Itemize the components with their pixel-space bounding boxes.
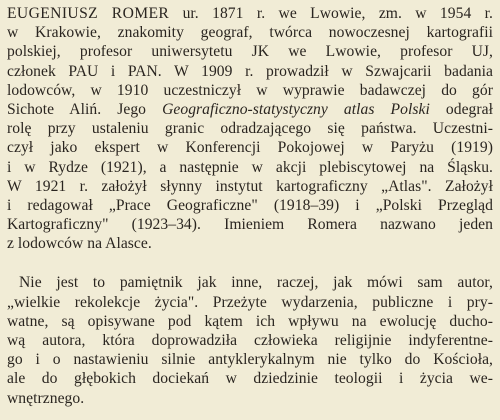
text-segment: wnętrznego. bbox=[7, 389, 85, 407]
text-segment: ale do głębokich dociekań w dziedzinie teologii i życia we- bbox=[7, 370, 493, 388]
bio-line bbox=[7, 100, 493, 119]
text-segment: Sichote Aliń. Jego bbox=[7, 100, 163, 118]
bio-line bbox=[7, 62, 493, 81]
bio-line bbox=[7, 158, 493, 177]
intro-line bbox=[7, 312, 493, 331]
intro-line bbox=[7, 350, 493, 369]
text-segment: lodowców, w 1910 uczestniczył w wyprawie badawczej do gór bbox=[7, 81, 493, 99]
intro-line bbox=[7, 389, 493, 408]
book-description bbox=[7, 273, 493, 407]
text-segment: rolę przy ustaleniu granic odradzającego się państwa. Uczestni- bbox=[7, 120, 493, 138]
bio-line bbox=[7, 81, 493, 100]
text-segment: Nie jest to pamiętnik jak inne, raczej, jak mówi sam autor, bbox=[19, 274, 493, 292]
intro-line bbox=[7, 331, 493, 350]
text-segment: w Krakowie, znakomity geograf, twórca nowoczesnej kartografii bbox=[7, 24, 493, 42]
bio-line bbox=[7, 4, 493, 23]
bio-line bbox=[7, 138, 493, 157]
text-segment: wą autora, która doprowadziła człowieka religijnie indyferentne- bbox=[7, 332, 493, 349]
book-jacket-text bbox=[7, 4, 493, 408]
text-segment: ur. 1871 r. we Lwowie, zm. w 1954 r. bbox=[169, 5, 493, 22]
atlas-title: Geograficzno-statystyczny atlas Polski bbox=[162, 100, 430, 118]
text-segment: z lodowców na Alasce. bbox=[7, 235, 152, 253]
bio-line bbox=[7, 42, 493, 61]
text-segment: W 1921 r. założył słynny instytut kartograficzny „Atlas". Założył bbox=[7, 177, 493, 195]
author-biography bbox=[7, 4, 493, 253]
intro-line bbox=[7, 293, 493, 312]
text-segment: członek PAU i PAN. W 1909 r. prowadził w Szwajcarii badania bbox=[7, 62, 493, 80]
text-segment: odegrał bbox=[429, 100, 493, 118]
text-segment: polskiej, profesor uniwersytetu JK we Lwowie, profesor UJ, bbox=[7, 43, 493, 61]
bio-line bbox=[7, 196, 493, 215]
text-segment: „wielkie rekolekcje życia". Przeżyte wydarzenia, publiczne i pry- bbox=[7, 293, 493, 311]
text-segment: watne, są opisywane pod kątem ich wpływu na ewolucję ducho- bbox=[7, 312, 493, 330]
bio-line bbox=[7, 177, 493, 196]
bio-line bbox=[7, 234, 493, 253]
text-segment: i redagował „Prace Geograficzne" (1918–39) i „Polski Przegląd bbox=[7, 196, 493, 214]
bio-line bbox=[7, 119, 493, 138]
intro-line bbox=[7, 369, 493, 388]
text-segment: i w Rydze (1921), a następnie w akcji plebiscytowej na Śląsku. bbox=[7, 158, 493, 176]
bio-line bbox=[7, 23, 493, 42]
text-segment: czył jako ekspert w Konferencji Pokojowej w Paryżu (1919) bbox=[7, 139, 493, 157]
paragraph-gap bbox=[7, 253, 493, 273]
text-segment: Kartograficzny" (1923–34). Imieniem Romera nazwano jeden bbox=[7, 216, 493, 234]
intro-line bbox=[7, 273, 493, 292]
author-name: EUGENIUSZ ROMER bbox=[7, 5, 170, 22]
text-segment: go i o nastawieniu silnie antyklerykalnym nie tylko do Kościoła, bbox=[7, 351, 493, 369]
bio-line bbox=[7, 215, 493, 234]
